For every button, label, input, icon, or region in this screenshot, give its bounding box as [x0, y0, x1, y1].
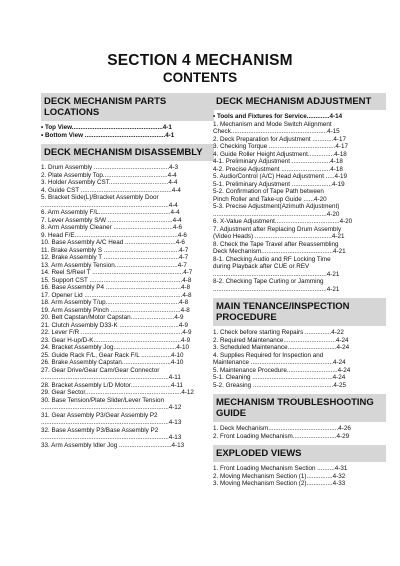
toc-entry: 22. Lever F/R ..........................................................4-9 [41, 329, 192, 336]
toc-entry: .........................................................................4-13 [41, 419, 182, 426]
toc-entry: 11. Brake Assembly S ...........................................4-7 [41, 246, 189, 254]
toc-entry: Check.......................................................4-15 [213, 128, 340, 135]
page-title: SECTION 4 MECHANISM [107, 52, 293, 69]
toc-entry: 14. Reel S/Reel T ....................................................4-7 [41, 269, 193, 276]
toc-entry: 5-2. Confirmation of Tape Path between [213, 188, 324, 195]
toc-entry: 28. Bracket Assembly L/D Motor.......................4-11 [41, 381, 183, 389]
toc-entry: 19. Arm Assembly Pinch ........................................4-8 [41, 306, 190, 314]
toc-entry: 33. Arm Assembly Idler Jog ..............................4-13 [41, 441, 185, 449]
toc-entry: 6. X-Value Adjustment.....................................4-20 [213, 218, 353, 225]
toc-entry: 3. Scheduled Maintenance............................4-24 [213, 344, 350, 351]
toc-entry: 4. Supplies Required for Inspection and [213, 351, 324, 359]
toc-entry: 6. Arm Assembly F/L.........................................4-4 [41, 209, 180, 216]
toc-entry: 8-2. Checking Tape Curling or Jamming [213, 278, 324, 285]
toc-entry: 30. Base Tension/Plate Slider/Lever Tension [41, 396, 164, 404]
toc-entry: Maintenance ...............................................4-24 [213, 359, 346, 366]
toc-entry: 7. Adjustment after Replacing Drum Assembly [213, 225, 342, 233]
toc-entry: 1. Drum Assembly ...........................................4-3 [41, 164, 179, 171]
toc-entry: 18. Arm Assembly T/up..........................................4-8 [41, 299, 189, 306]
toc-entry: 8. Check the Tape Travel after Reassembling [213, 240, 339, 248]
toc-entry: 1. Mechanism and Mode Switch Alignment [213, 120, 332, 128]
toc-entry: 2. Deck Preparation for Adjustment ............4-17 [213, 135, 346, 143]
toc-entry: • Bottom View ..............................................4-1 [41, 131, 175, 139]
right-column [213, 93, 386, 488]
page-subtitle: CONTENTS [162, 70, 238, 85]
toc-entry: .........................................................................4-11 [41, 374, 181, 381]
toc-entry: 20. Belt Capstan/Motor Capstan.........................4-9 [41, 314, 184, 321]
toc-entry: (Video Heads) ............................................4-21 [213, 233, 345, 240]
disassembly-list [41, 164, 214, 449]
toc-entry: .................................................................4-20 [213, 210, 340, 218]
toc-entry: 3. Moving Mechanism Section (2)...............4-33 [213, 480, 346, 487]
exploded-views-list [213, 465, 386, 488]
troubleshooting-list [213, 425, 386, 440]
exploded-views-header: EXPLODED VIEWS [213, 445, 386, 462]
toc-entry: • Top View....................................................4-1 [41, 124, 172, 131]
toc-entry: .................................................................4-21 [213, 270, 340, 278]
left-column [41, 93, 214, 449]
toc-entry: 7. Lever Assembly S/W .....................................4-4 [41, 216, 182, 224]
toc-entry: 25. Guide Rack F/L, Gear Rack F/L .................4-10 [41, 351, 184, 359]
toc-entry: 17. Opener Lid ........................................................4-8 [41, 291, 192, 299]
toc-entry: .........................................................................4-4 [41, 201, 178, 209]
toc-entry: 8. Arm Assembly Cleaner ..................................4-6 [41, 224, 183, 231]
toc-entry: 16. Base Assembly P4 ...........................................4-8 [41, 284, 191, 291]
disassembly-header: DECK MECHANISM DISASSEMBLY [41, 144, 214, 161]
toc-entry: 5-2. Greasing ..............................................4-25 [213, 381, 346, 389]
toc-entry: 2. Moving Mechanism Section (1)...............4-32 [213, 472, 346, 480]
parts-locations-header: DECK MECHANISM PARTS LOCATIONS [41, 93, 214, 121]
maintenance-header: MAIN TENANCE/INSPECTION PROCEDURE [213, 298, 386, 326]
toc-entry: 3. Holder Assembly CST..................................4-4 [41, 179, 178, 186]
troubleshooting-header: MECHANISM TROUBLESHOOTING GUIDE [213, 394, 386, 422]
toc-entry: .........................................................................4-12 [41, 404, 182, 411]
toc-entry: 5. Bracket Side(L)/Bracket Assembly Door [41, 194, 159, 201]
toc-entry: 24. Bracket Assembly Jog....................................4-10 [41, 344, 190, 351]
toc-entry: 13. Arm Assembly Tension....................................4-7 [41, 261, 187, 269]
toc-entry: 5. Maintenance Procedure.............................4-24 [213, 366, 351, 374]
toc-entry: 4. Guide Roller Height Adjustment...............4-18 [213, 150, 347, 158]
toc-entry: 1. Check before starting Repairs ...............4-22 [213, 329, 344, 336]
toc-entry: 4-1. Preliminary Adjustment ......................4-18 [213, 158, 343, 165]
toc-entry: 21. Clutch Assembly D33-K ..................................4-9 [41, 321, 188, 329]
toc-entry: .........................................................................4-13 [41, 434, 182, 441]
toc-entry: 3. Checking Torque ......................................4-17 [213, 143, 348, 150]
toc-entry: 9. Head F/E...........................................................4-6 [41, 231, 187, 239]
toc-entry: 27. Gear Drive/Gear Cam/Gear Connector [41, 366, 160, 374]
toc-entry: 2. Required Maintenance..............................4-24 [213, 336, 349, 344]
toc-entry: • Tools and Fixtures for Service.............4-14 [213, 113, 343, 120]
toc-entry: 32. Base Assembly P3/Base Assembly P2 [41, 426, 159, 434]
toc-entry: Pinch Roller and Take-up Guide ......4-20 [213, 195, 327, 203]
toc-entry: 10. Base Assembly A/C Head .............................4-6 [41, 239, 185, 246]
adjustment-list [213, 113, 386, 293]
toc-entry: 15. Support CST .....................................................4-8 [41, 276, 192, 284]
toc-entry: 23. Gear H-up/D-K..................................................4-9 [41, 336, 191, 344]
toc-entry: 2. Plate Assembly Top.....................................4-4 [41, 171, 177, 179]
toc-entry: 31. Gear Assembly P3/Gear Assembly P2 [41, 411, 158, 419]
toc-entry: 5-3. Precise Adjustment(Azimuth Adjustment) [213, 203, 340, 210]
toc-entry: 12. Brake Assembly T ...........................................4-7 [41, 254, 189, 261]
toc-entry: 5-1. Preliminary Adjustment .......................4-19 [213, 180, 345, 188]
toc-entry: .................................................................4-21 [213, 285, 340, 293]
parts-locations-list [41, 124, 214, 139]
maintenance-list [213, 329, 386, 389]
toc-entry: 4. Guide CST ....................................................4-4 [41, 186, 181, 194]
toc-entry: 5. Audio/Control (A/C) Head Adjustment .....4-19 [213, 173, 348, 180]
adjustment-header: DECK MECHANISM ADJUSTMENT [213, 93, 386, 110]
toc-entry: 4-2. Precise Adjustment ............................4-18 [213, 165, 343, 173]
toc-entry: 2. Front Loading Mechanism.........................4-29 [213, 432, 350, 440]
toc-entry: 5-1. Cleaning ..............................................4-24 [213, 374, 346, 381]
toc-entry: during Playback after CUE or REV [213, 263, 310, 270]
toc-entry: 29. Gear Sector.......................................................4-12 [41, 389, 194, 396]
toc-entry: 1. Front Loading Mechanism Section ..........4-31 [213, 465, 348, 472]
toc-entry: 26. Brake Assembly Capstan............................4-10 [41, 359, 184, 366]
toc-entry: Deck Mechanism.........................................4-21 [213, 248, 346, 255]
toc-entry: 8-1. Checking Audio and RF Locking Time [213, 255, 331, 263]
toc-entry: 1. Deck Mechanism........................................4-26 [213, 425, 351, 432]
